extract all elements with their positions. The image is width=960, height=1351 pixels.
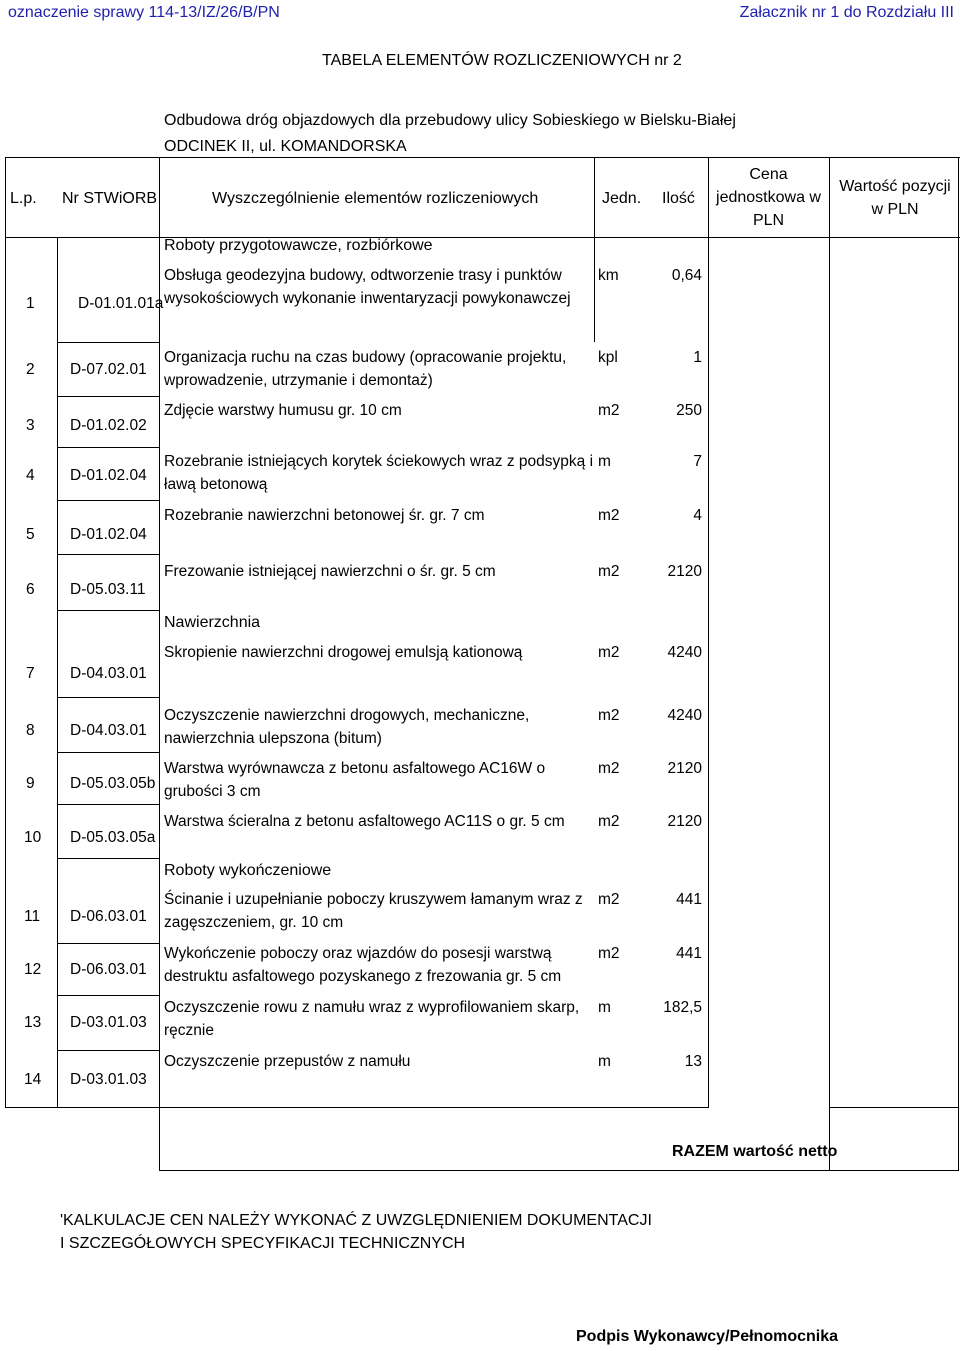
signature-label: Podpis Wykonawcy/Pełnomocnika	[576, 1328, 838, 1345]
row-description: Obsługa geodezyjna budowy, odtworzenie trasy i punktów wysokościowych wykonanie inwentaryzacji powykonawczej	[164, 267, 571, 307]
section-heading-finishing: Roboty wykończeniowe	[164, 862, 332, 879]
row-separator	[57, 342, 159, 343]
row-unit: m2	[598, 563, 620, 580]
column-header-value-line-1: Wartość pozycji	[839, 178, 951, 195]
row-nr: D-06.03.01	[70, 961, 147, 978]
column-divider-nr	[57, 237, 58, 1108]
table-header-border	[5, 237, 960, 238]
row-nr: D-01.02.04	[70, 526, 147, 543]
row-separator	[57, 858, 159, 859]
row-description: Ścinanie i uzupełnianie poboczy kruszywem łamanym wraz z zagęszczeniem, gr. 10 cm	[164, 891, 583, 931]
row-description: Frezowanie istniejącej nawierzchni o śr. gr. 5 cm	[164, 563, 496, 580]
section-heading-surface: Nawierzchnia	[164, 614, 261, 631]
column-header-desc: Wyszczególnienie elementów rozliczeniowych	[212, 190, 539, 207]
row-quantity: 250	[676, 402, 702, 419]
row-unit: km	[598, 267, 619, 284]
row-lp: 7	[26, 665, 35, 682]
total-net-value-label: RAZEM wartość netto	[672, 1143, 838, 1160]
row-quantity: 4240	[667, 644, 702, 661]
row-quantity: 2120	[667, 813, 702, 830]
row-nr: D-05.03.11	[70, 581, 146, 598]
row-lp: 8	[26, 722, 35, 739]
column-header-nr: Nr STWiORB	[62, 190, 158, 207]
row-lp: 1	[26, 295, 35, 312]
row-separator	[57, 995, 159, 996]
row-nr: D-05.03.05b	[70, 775, 156, 792]
row-nr: D-03.01.03	[70, 1014, 147, 1031]
row-quantity: 2120	[667, 760, 702, 777]
row-description: Rozebranie nawierzchni betonowej śr. gr. 7 cm	[164, 507, 485, 524]
row-lp: 10	[24, 829, 42, 846]
row-nr: D-01.02.02	[70, 417, 147, 434]
row-description: Warstwa ścieralna z betonu asfaltowego AC11S o gr. 5 cm	[164, 813, 565, 830]
row-lp: 9	[26, 775, 35, 792]
footer-note: 'KALKULACJE CEN NALEŻY WYKONAĆ Z UWZGLĘDNIENIEM DOKUMENTACJI I SZCZEGÓŁOWYCH SPECYFIKACJI TECHNICZNYCH	[60, 1212, 652, 1252]
row-unit: m2	[598, 707, 620, 724]
total-row-border	[159, 1170, 959, 1171]
row-description: Oczyszczenie nawierzchni drogowych, mechaniczne, nawierzchnia ulepszona (bitum)	[164, 707, 530, 747]
row-description: Warstwa wyrównawcza z betonu asfaltowego AC16W o grubości 3 cm	[164, 760, 546, 800]
row-description: Organizacja ruchu na czas budowy (opracowanie projektu, wprowadzenie, utrzymanie i demontaż)	[164, 349, 567, 389]
row-unit: kpl	[598, 349, 618, 366]
row-unit: m2	[598, 402, 620, 419]
row-lp: 4	[26, 467, 35, 484]
row-quantity: 2120	[667, 563, 702, 580]
column-divider-unit	[594, 157, 595, 342]
row-lp: 6	[26, 581, 35, 598]
row-description: Oczyszczenie rowu z namułu wraz z wyprofilowaniem skarp, ręcznie	[164, 999, 580, 1039]
column-divider-value	[829, 157, 830, 1171]
row-lp: 14	[24, 1071, 42, 1088]
row-nr: D-03.01.03	[70, 1071, 147, 1088]
column-header-lp: L.p.	[10, 190, 37, 207]
table-top-border	[5, 157, 960, 158]
row-unit: m	[598, 453, 611, 470]
row-quantity: 1	[693, 349, 702, 366]
row-quantity: 182,5	[663, 999, 702, 1016]
row-lp: 11	[24, 908, 41, 925]
column-header-price-line-2: jednostkowa w	[716, 189, 821, 206]
row-unit: m	[598, 1053, 611, 1070]
row-lp: 3	[26, 417, 35, 434]
row-description: Zdjęcie warstwy humusu gr. 10 cm	[164, 402, 402, 419]
row-separator	[57, 554, 159, 555]
row-nr: D-06.03.01	[70, 908, 147, 925]
total-row-top-border	[829, 1107, 959, 1108]
row-quantity: 4240	[667, 707, 702, 724]
row-description: Oczyszczenie przepustów z namułu	[164, 1053, 411, 1070]
document-subtitle	[164, 108, 804, 160]
row-nr: D-04.03.01	[70, 722, 147, 739]
row-separator	[57, 1050, 159, 1051]
row-quantity: 0,64	[671, 267, 702, 284]
row-separator	[57, 396, 159, 397]
row-lp: 13	[24, 1014, 42, 1031]
row-separator	[57, 943, 159, 944]
row-unit: m2	[598, 507, 620, 524]
row-separator	[57, 447, 159, 448]
row-description: Rozebranie istniejących korytek ściekowych wraz z podsypką i ławą betonową	[164, 453, 594, 493]
row-separator	[57, 804, 159, 805]
row-separator	[57, 752, 159, 753]
column-divider-price	[708, 157, 709, 1108]
row-unit: m2	[598, 891, 620, 908]
table-right-border	[958, 157, 959, 1171]
row-nr: D-01.01.01a	[78, 295, 164, 312]
row-unit: m2	[598, 760, 620, 777]
column-header-value	[830, 175, 960, 221]
column-header-price-line-1: Cena	[749, 166, 788, 183]
section-heading-preparatory: Roboty przygotowawcze, rozbiórkowe	[164, 237, 433, 254]
row-unit: m2	[598, 644, 620, 661]
row-separator	[57, 500, 159, 501]
subtitle-line-2: ODCINEK II, ul. KOMANDORSKA	[164, 138, 407, 155]
table-bottom-border	[5, 1107, 708, 1108]
table-left-border	[5, 157, 6, 1108]
row-description: Skropienie nawierzchni drogowej emulsją kationową	[164, 644, 523, 661]
row-quantity: 441	[676, 945, 702, 962]
column-header-price-line-3: PLN	[752, 212, 785, 229]
column-header-unit: Jedn.	[602, 190, 642, 207]
row-quantity: 4	[693, 507, 702, 524]
row-quantity: 13	[684, 1053, 702, 1070]
column-header-value-line-2: w PLN	[871, 201, 919, 218]
row-lp: 2	[26, 361, 35, 378]
column-header-price	[708, 163, 829, 232]
row-lp: 5	[26, 526, 35, 543]
attachment-label: Załacznik nr 1 do Rozdziału III	[739, 4, 954, 21]
row-nr: D-01.02.04	[70, 467, 147, 484]
row-unit: m2	[598, 813, 620, 830]
row-separator	[57, 610, 159, 611]
case-reference: oznaczenie sprawy 114-13/IZ/26/B/PN	[8, 4, 280, 21]
subtitle-line-1: Odbudowa dróg objazdowych dla przebudowy ulicy Sobieskiego w Bielsku-Białej	[164, 112, 736, 129]
row-nr: D-05.03.05a	[70, 829, 156, 846]
row-quantity: 7	[693, 453, 702, 470]
column-header-qty: Ilość	[662, 190, 695, 207]
row-unit: m	[598, 999, 611, 1016]
row-unit: m2	[598, 945, 620, 962]
document-title: TABELA ELEMENTÓW ROZLICZENIOWYCH nr 2	[322, 52, 682, 69]
row-nr: D-07.02.01	[70, 361, 147, 378]
row-separator	[57, 697, 159, 698]
row-nr: D-04.03.01	[70, 665, 147, 682]
row-quantity: 441	[676, 891, 702, 908]
row-description: Wykończenie poboczy oraz wjazdów do posesji warstwą destruktu asfaltowego pozyskanego z frezowania gr. 5 cm	[164, 945, 562, 985]
row-lp: 12	[24, 961, 42, 978]
